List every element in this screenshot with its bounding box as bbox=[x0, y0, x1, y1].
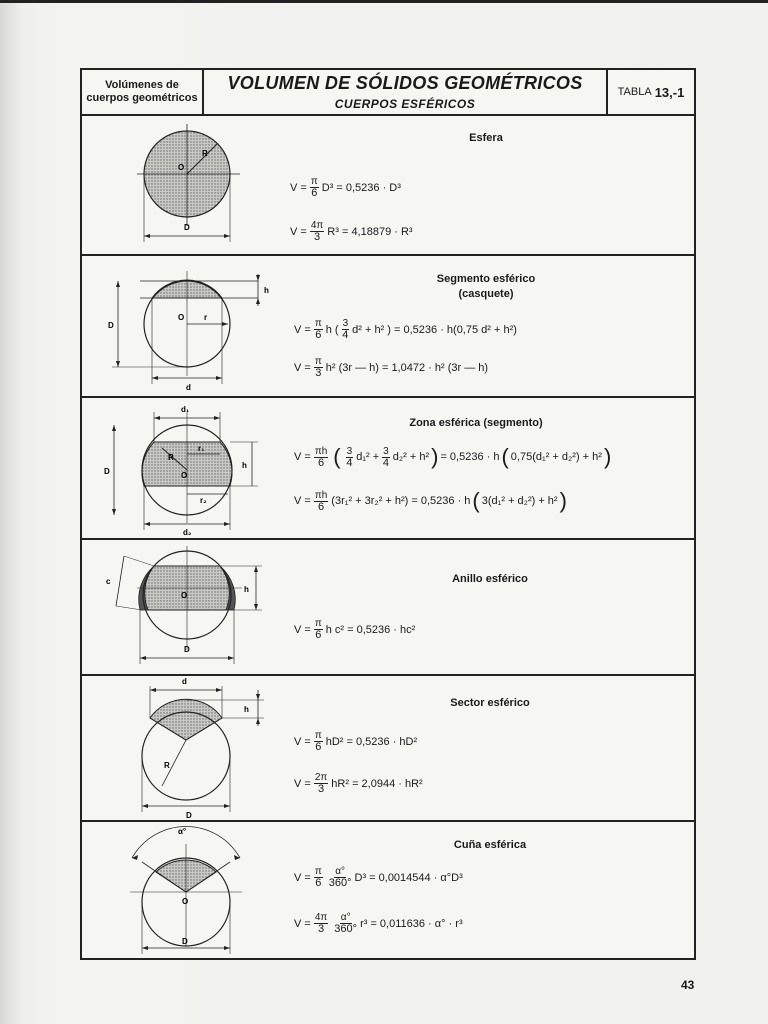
label-o: O bbox=[181, 591, 188, 600]
label-d-big: D bbox=[186, 811, 192, 820]
label-o: O bbox=[182, 897, 189, 906]
table-header bbox=[82, 70, 694, 116]
label-o: O bbox=[178, 163, 185, 172]
formula-cuna-2: V = $\frac{4\pi}{3}$ α° 360° r³ = 0,011636 · α° · r³ bbox=[294, 912, 463, 935]
formula-zona-1: V = $\frac{\pi h}{6}$ ( 3 4 d₁² + $\frac{3}{4}$ d₂² + h² ) = 0,5236 · h ( 0,75(d₁² + d₂²) + h² ) bbox=[294, 444, 612, 469]
formula-segmento-1: V = $\frac{\pi}{6}$ h ( 3 4 d² + h² ) = 0,5236 · h(0,75 d² + h²) bbox=[294, 318, 517, 341]
section-anillo bbox=[82, 540, 694, 676]
category-line-2: cuerpos geométricos bbox=[86, 92, 198, 104]
page-subtitle: CUERPOS ESFÉRICOS bbox=[334, 97, 476, 111]
label-h: h bbox=[264, 286, 269, 295]
category-line-1: Volúmenes de bbox=[105, 79, 179, 91]
top-edge bbox=[0, 0, 768, 3]
label-h: h bbox=[244, 705, 249, 714]
section-zona bbox=[82, 398, 694, 540]
label-r2: r₂ bbox=[200, 496, 207, 505]
label-r: R bbox=[168, 453, 174, 462]
formula-sector-2: V = $\frac{2\pi}{3}$ hR² = 2,0944 · hR² bbox=[294, 772, 423, 795]
formula-zona-2: V = $\frac{\pi h}{6}$ (3r₁² + 3r₂² + h²) = 0,5236 · h ( 3(d₁² + d₂²) + h² ) bbox=[294, 488, 567, 513]
section-title-cuna: Cuña esférica bbox=[453, 839, 527, 851]
label-r: r bbox=[204, 313, 208, 322]
section-title-esfera: Esfera bbox=[469, 132, 503, 144]
formula-sector-1: V = $\frac{\pi}{6}$ hD² = 0,5236 · hD² bbox=[294, 730, 418, 753]
label-d-big: D bbox=[104, 467, 110, 476]
anillo-diagram bbox=[82, 540, 694, 674]
table-frame bbox=[80, 68, 696, 960]
tabla-number: 13,-1 bbox=[654, 84, 685, 100]
formula-anillo-1: V = $\frac{\pi}{6}$ h c² = 0,5236 · hc² bbox=[294, 618, 416, 641]
label-r1: r₁ bbox=[198, 444, 205, 453]
section-title-zona: Zona esférica (segmento) bbox=[409, 417, 543, 429]
label-h: h bbox=[242, 461, 247, 470]
formula-segmento-2: V = $\frac{\pi}{3}$ h² (3r — h) = 1,0472 · h² (3r — h) bbox=[294, 356, 489, 379]
header-category bbox=[82, 70, 204, 114]
section-sector bbox=[82, 676, 694, 822]
page-number: 43 bbox=[681, 978, 695, 992]
label-d: D bbox=[184, 223, 190, 232]
label-d: d bbox=[186, 383, 191, 392]
label-d1: d₁ bbox=[181, 405, 190, 414]
label-d-big: D bbox=[108, 321, 114, 330]
label-d2: d₂ bbox=[183, 528, 192, 537]
label-r: R bbox=[164, 761, 170, 770]
section-title-sector: Sector esférico bbox=[450, 697, 530, 709]
label-d: d bbox=[182, 677, 187, 686]
label-alpha: α° bbox=[178, 827, 187, 836]
label-d-big: D bbox=[182, 937, 188, 946]
header-title-cell bbox=[204, 70, 608, 114]
tabla-label: TABLA bbox=[617, 86, 652, 98]
section-segmento bbox=[82, 256, 694, 398]
label-o: O bbox=[181, 471, 188, 480]
section-esfera bbox=[82, 114, 694, 256]
formula-esfera-2: V = $\frac{4\pi}{3}$ R³ = 4,18879 · R³ bbox=[290, 220, 413, 243]
section-cuna bbox=[82, 822, 694, 958]
label-c: c bbox=[106, 577, 111, 586]
formula-esfera-1: V = $\frac{\pi}{6}$ D³ = 0,5236 · D³ bbox=[290, 176, 401, 199]
section-title-segmento: Segmento esférico (casquete) bbox=[436, 273, 536, 300]
label-d-big: D bbox=[184, 645, 190, 654]
page-title: VOLUMEN DE SÓLIDOS GEOMÉTRICOS bbox=[227, 73, 583, 93]
label-o: O bbox=[178, 313, 185, 322]
section-title-anillo: Anillo esférico bbox=[452, 573, 528, 585]
table-reference bbox=[608, 70, 694, 114]
label-r: R bbox=[202, 149, 208, 158]
label-h: h bbox=[244, 585, 249, 594]
formula-cuna-1: V = $\frac{\pi}{6}$ α° 360° D³ = 0,0014544 · α°D³ bbox=[294, 866, 463, 889]
